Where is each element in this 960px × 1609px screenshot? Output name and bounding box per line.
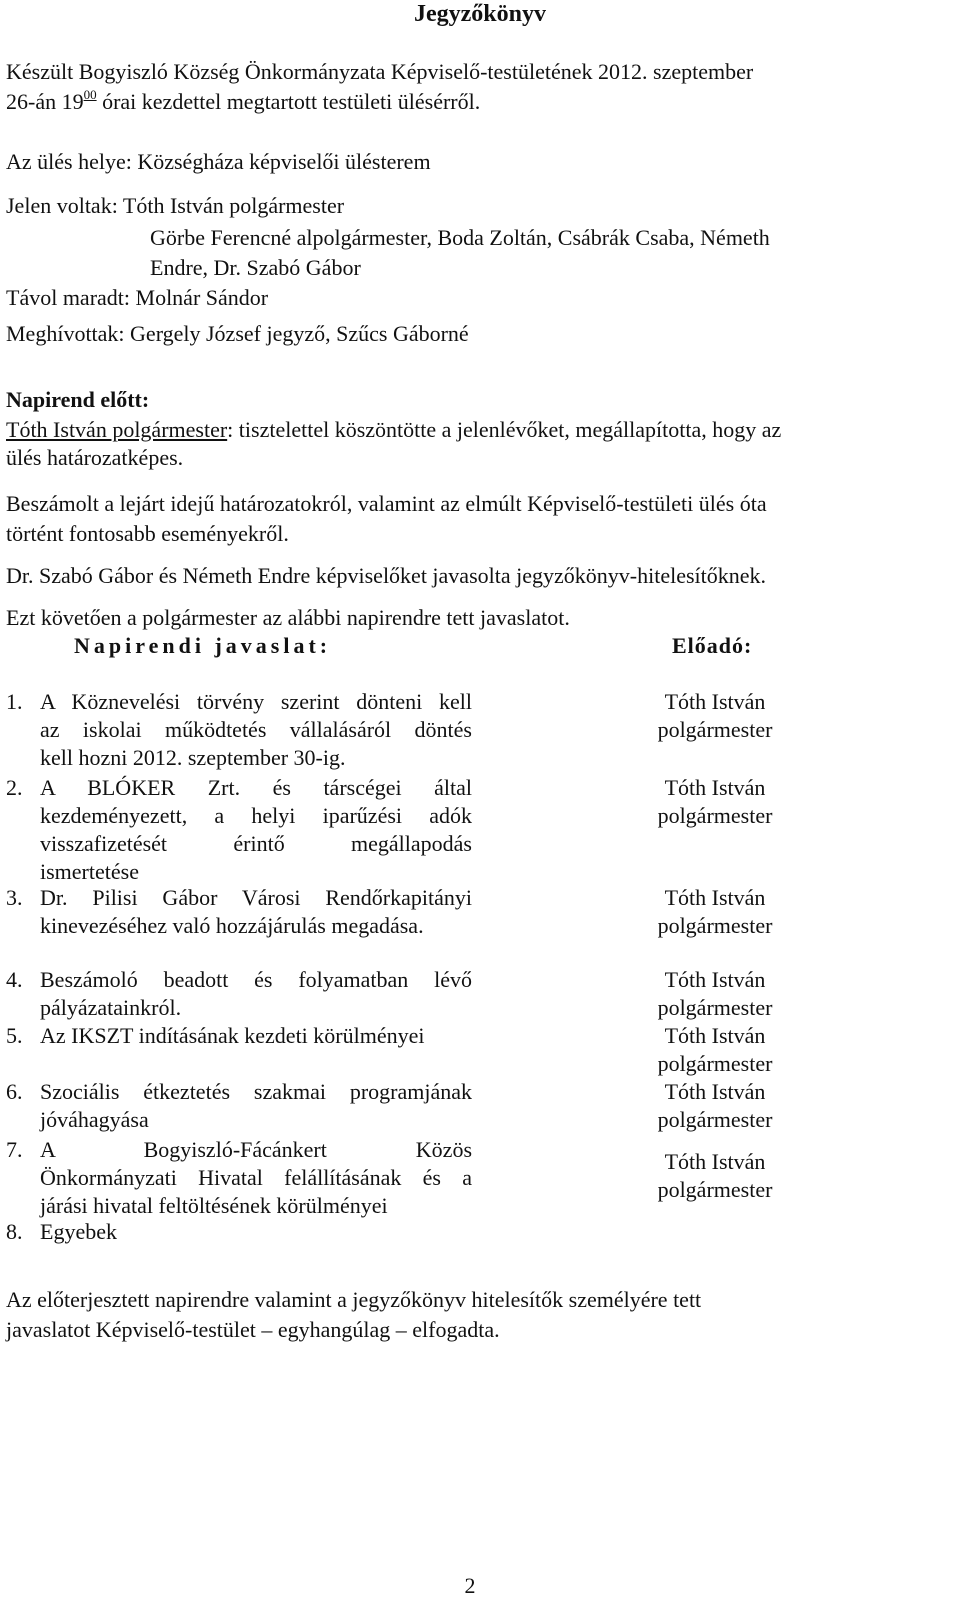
agenda-proposal-heading: Napirendi javaslat: bbox=[74, 633, 332, 658]
agenda-item-text: jóváhagyása bbox=[40, 1107, 149, 1132]
agenda-item-presenter: polgármester bbox=[657, 1177, 773, 1202]
proposal-intro-line: Ezt követően a polgármester az alábbi napirendre tett javaslatot. bbox=[6, 605, 570, 630]
agenda-item-text: Szociális étkeztetés szakmai programjának bbox=[40, 1079, 472, 1104]
agenda-item-text: Egyebek bbox=[40, 1219, 117, 1244]
invited-line: Meghívottak: Gergely József jegyző, Szűcs Gáborné bbox=[6, 321, 469, 346]
speaker-name: Tóth István polgármester bbox=[6, 417, 228, 442]
agenda-item-text: Önkormányzati Hivatal felállításának és a bbox=[40, 1165, 472, 1190]
page-number: 2 bbox=[464, 1573, 476, 1598]
present-line-3: Endre, Dr. Szabó Gábor bbox=[150, 255, 361, 280]
agenda-item-presenter: polgármester bbox=[657, 717, 773, 742]
agenda-item-presenter: polgármester bbox=[657, 1107, 773, 1132]
time-superscript: 00 bbox=[83, 87, 97, 102]
agenda-item-presenter: Tóth István bbox=[664, 1149, 766, 1174]
agenda-item-text: járási hivatal feltöltésének körülményei bbox=[40, 1193, 388, 1218]
agenda-item-presenter: polgármester bbox=[657, 913, 773, 938]
report-line-1: Beszámolt a lejárt idejű határozatokról, valamint az elmúlt Képviselő-testületi ülés óta bbox=[6, 491, 767, 516]
absent-line: Távol maradt: Molnár Sándor bbox=[6, 285, 269, 310]
pre-agenda-speaker-line-2: ülés határozatképes. bbox=[6, 445, 184, 470]
agenda-item-presenter: Tóth István bbox=[664, 967, 766, 992]
agenda-item-text: Az IKSZT indításának kezdeti körülményei bbox=[40, 1023, 425, 1048]
agenda-item-presenter: Tóth István bbox=[664, 775, 766, 800]
agenda-item-text: kezdeményezett, a helyi iparűzési adók bbox=[40, 803, 472, 828]
agenda-item-text: Dr. Pilisi Gábor Városi Rendőrkapitányi bbox=[40, 885, 472, 910]
agenda-item-text: kinevezéséhez való hozzájárulás megadása. bbox=[40, 913, 424, 938]
agenda-item-text: A BLÓKER Zrt. és társcégei által bbox=[40, 775, 472, 800]
agenda-item-text: visszafizetését érintő megállapodás bbox=[40, 831, 472, 856]
meeting-location: Az ülés helye: Községháza képviselői ülésterem bbox=[6, 149, 431, 174]
agenda-item-number: 1. bbox=[6, 689, 23, 714]
agenda-item-presenter: polgármester bbox=[657, 1051, 773, 1076]
agenda-item-number: 4. bbox=[6, 967, 23, 992]
agenda-item-text: az iskolai működtetés vállalásáról döntés bbox=[40, 717, 472, 742]
agenda-item-text: Beszámoló beadott és folyamatban lévő bbox=[40, 967, 472, 992]
pre-agenda-speaker-line: Tóth István polgármester: tisztelettel köszöntötte a jelenlévőket, megállapította, hogy az bbox=[6, 417, 782, 442]
agenda-item-text: A Köznevelési törvény szerint dönteni kell bbox=[40, 689, 472, 714]
agenda-item-presenter: polgármester bbox=[657, 803, 773, 828]
agenda-item-text: A Bogyiszló-Fácánkert Közös bbox=[40, 1137, 472, 1162]
agenda-item-number: 7. bbox=[6, 1137, 23, 1162]
agenda-item-presenter: Tóth István bbox=[664, 689, 766, 714]
intro-line-2: 26-án $19^{00}$ órai kezdettel megtartott testületi ülésérről. bbox=[6, 87, 481, 114]
agenda-item-presenter: Tóth István bbox=[664, 1023, 766, 1048]
agenda-item-text: kell hozni 2012. szeptember 30-ig. bbox=[40, 745, 346, 770]
intro-line-1: Készült Bogyiszló Község Önkormányzata Képviselő-testületének 2012. szeptember bbox=[6, 59, 754, 84]
closing-line-1: Az előterjesztett napirendre valamint a jegyzőkönyv hitelesítők személyére tett bbox=[6, 1287, 702, 1312]
agenda-item-number: 5. bbox=[6, 1023, 23, 1048]
present-line-2: Görbe Ferencné alpolgármester, Boda Zoltán, Csábrák Csaba, Németh bbox=[150, 225, 770, 250]
closing-line-2: javaslatot Képviselő-testület – egyhangúlag – elfogadta. bbox=[6, 1317, 500, 1342]
authenticators-line: Dr. Szabó Gábor és Németh Endre képviselőket javasolta jegyzőkönyv-hitelesítőknek. bbox=[6, 563, 767, 588]
agenda-item-text: ismertetése bbox=[40, 859, 139, 884]
presenter-heading: Előadó: bbox=[672, 633, 753, 658]
present-label: Jelen voltak: Tóth István polgármester bbox=[6, 193, 345, 218]
agenda-item-number: 6. bbox=[6, 1079, 23, 1104]
agenda-item-presenter: Tóth István bbox=[664, 885, 766, 910]
document-title: Jegyzőkönyv bbox=[414, 1, 546, 27]
pre-agenda-heading: Napirend előtt: bbox=[6, 387, 150, 412]
agenda-item-presenter: polgármester bbox=[657, 995, 773, 1020]
agenda-item-number: 3. bbox=[6, 885, 23, 910]
agenda-item-text: pályázatainkról. bbox=[40, 995, 182, 1020]
agenda-item-number: 2. bbox=[6, 775, 23, 800]
agenda-item-presenter: Tóth István bbox=[664, 1079, 766, 1104]
report-line-2: történt fontosabb eseményekről. bbox=[6, 521, 289, 546]
agenda-item-number: 8. bbox=[6, 1219, 23, 1244]
